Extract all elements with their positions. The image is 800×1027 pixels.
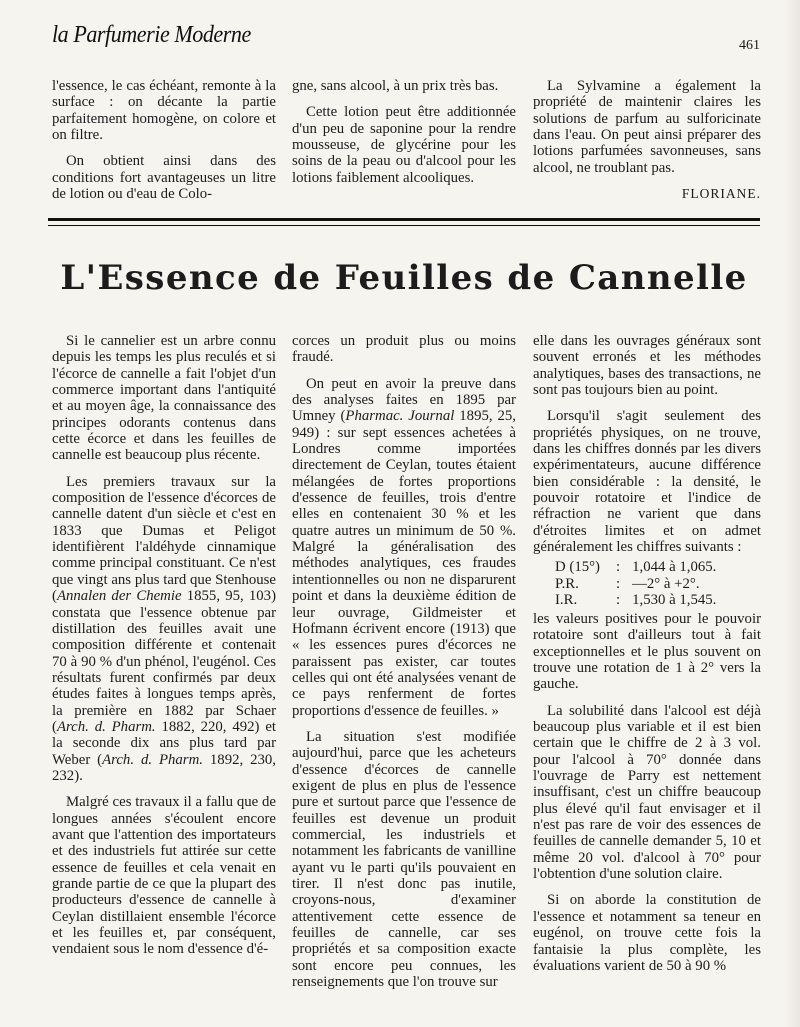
paragraph: Si le cannelier est un arbre connu depuis les temps les plus reculés et si l'écorce de cannelle a fait l'objet d'un commerce important dans l'antiquité et au moyen âge, la connaissance des principes odorants contenus dans cette écorce et dans les feuilles de cannelle est beaucoup plus récente. <box>52 333 276 464</box>
paragraph: l'essence, le cas échéant, remonte à la surface : on décante la partie parfaitement homogène, on colore et on filtre. <box>52 78 276 144</box>
paragraph: gne, sans alcool, à un prix très bas. <box>292 78 499 94</box>
paragraph: les valeurs positives pour le pouvoir rotatoire sont d'ailleurs tout à fait exceptionnelles et le plus souvent on trouve une rotation de 1 à 2° vers la gauche. <box>533 610 761 693</box>
paragraph: Malgré ces travaux il a fallu que de longues années s'écoulent encore avant que l'attention des importateurs et des industriels fut attirée sur cette essence de feuilles et cela venait en grande partie de ce que la plupart des producteurs d'essence de cannelle à Ceylan distillaient ensemble l'écorce et les feuilles et, par conséquent, vendaient sous le nom d'essence d'é- <box>52 794 276 958</box>
citation: Pharmac. Journal <box>345 408 455 425</box>
author-signature: FLORIANE. <box>681 186 761 202</box>
previous-article-column-1 <box>52 78 276 212</box>
section-divider-thin <box>48 225 760 226</box>
table-row <box>555 559 720 576</box>
paragraph: corces un produit plus ou moins fraudé. <box>292 333 516 366</box>
table-row <box>555 576 720 593</box>
paragraph: La Sylvamine a également la propriété de maintenir claires les solutions de parfum au sulforicinate dans l'eau. On peut ainsi préparer des lotions parfumées savonneuses, sans alcool, ne troublant pas. <box>533 78 761 176</box>
page-edge-shadow <box>784 0 800 1027</box>
paragraph: Lorsqu'il s'agit seulement des propriétés physiques, on ne trouve, dans les chiffres donnés par les divers expérimentateurs, aucune différence bien considérable : la densité, le pouvoir rotatoire et l'indice de réfraction ne varient que dans d'étroites limites et on admet généralement les chiffres suivants : <box>533 408 761 556</box>
previous-article-column-2 <box>292 78 516 196</box>
previous-article-column-3 <box>533 78 761 202</box>
constant-label: D (15°) <box>555 559 600 576</box>
paragraph: On obtient ainsi dans des conditions fort avantageuses un litre de lotion ou d'eau de Colo- <box>52 153 276 203</box>
masthead-logo: la Parfumerie Moderne <box>52 22 251 48</box>
paragraph: On peut en avoir la preuve dans des analyses faites en 1895 par Umney (Pharmac. Journal 1895, 25, 949) : sur sept essences achetées à Londres comme importées directement de Ceylan, toutes étaient mélangées de fortes proportions d'essence de feuilles, trois d'entre elles en contenaient 30 % et les quatre autres un minimum de 50 %. Malgré la généralisation des méthodes analytiques, ces fraudes intentionnelles ou non ne disparurent point et dans la deuxième édition de leur ouvrage, Gildmeister et Hofmann écrivent encore (1913) que « les essences pures d'écorces ne paraissent pas exister, car toutes celles qui ont été analysées venant de ce pays renferment de fortes proportions d'essence de feuilles. » <box>292 375 516 719</box>
article-column-3 <box>533 333 761 984</box>
article-column-2 <box>292 333 516 1000</box>
paragraph: La solubilité dans l'alcool est déjà beaucoup plus variable et il est bien certain que le chiffre de 2 à 3 vol. pour l'alcool à 70° donnée dans l'ouvrage de Parry est nettement insuffisant, c'est un chiffre beaucoup plus élevé qu'il faut envisager et il n'est pas rare de voir des essences de feuilles de cannelle demander 5, 10 et même 20 vol. d'alcool à 70° pour l'obtention d'une solution claire. <box>533 702 761 883</box>
table-row <box>555 592 720 609</box>
constant-label: P.R. <box>555 575 579 592</box>
constant-value: 1,530 à 1,545. <box>632 592 717 609</box>
citation: Arch. d. Pharm. <box>56 718 156 735</box>
paragraph: Cette lotion peut être additionnée d'un peu de saponine pour la rendre mousseuse, de glycérine pour les soins de la peau ou d'alcool pour les lotions faiblement alcooliques. <box>292 104 516 186</box>
article-title: L'Essence de Feuilles de Cannelle <box>60 258 748 298</box>
section-divider-thick <box>48 218 760 221</box>
paragraph: Les premiers travaux sur la composition de l'essence d'écorces de cannelle datent d'un siècle et c'est en 1833 que Dumas et Peligot identifièrent l'aldéhyde cinnamique comme principal constituant. Ce n'est que vingt ans plus tard que Stenhouse (Annalen der Chemie 1855, 95, 103) constata que l'essence obtenue par distillation des feuilles avait une composition différente et contenait 70 à 90 % d'un phénol, l'eugénol. Ces résultats furent confirmés par deux études faites à longues temps après, la première en 1882 par Schaer (Arch. d. Pharm. 1882, 220, 492) et la seconde dix ans plus tard par Weber (Arch. d. Pharm. 1892, 230, 232). <box>52 473 277 784</box>
article-column-1 <box>52 333 276 968</box>
paragraph: La situation s'est modifiée aujourd'hui, parce que les acheteurs d'essence d'écorces de cannelle exigent de plus en plus de l'essence pure et surtout parce que l'essence de feuilles est devenue un produit commercial, les industriels et notamment les fabricants de vanilline ayant vu le parti qu'ils pouvaient en tirer. Il n'est donc pas inutile, croyons-nous, d'examiner attentivement cette essence de feuilles de cannelle, car ses propriétés et sa composition exacte sont encore peu connues, les renseignements que l'on trouve sur <box>292 728 516 991</box>
constant-label: I.R. <box>555 592 578 609</box>
physical-constants-table <box>555 559 720 609</box>
page-number: 461 <box>739 38 760 53</box>
citation: Arch. d. Pharm. <box>102 751 203 768</box>
constant-value: —2° à +2°. <box>632 575 700 592</box>
constant-value: 1,044 à 1,065. <box>632 559 717 576</box>
citation: Annalen der Chemie <box>56 588 182 605</box>
paragraph: elle dans les ouvrages généraux sont souvent erronés et les méthodes analytiques, bases des transactions, ne sont pas toujours bien au point. <box>533 333 761 399</box>
constant-separator: : <box>615 575 621 592</box>
constant-separator: : <box>615 592 621 609</box>
constant-separator: : <box>615 559 621 576</box>
paragraph: Si on aborde la constitution de l'essence et notamment sa teneur en eugénol, on trouve cette fois la fantaisie la plus complète, les évaluations varient de 50 à 90 % <box>533 892 761 974</box>
